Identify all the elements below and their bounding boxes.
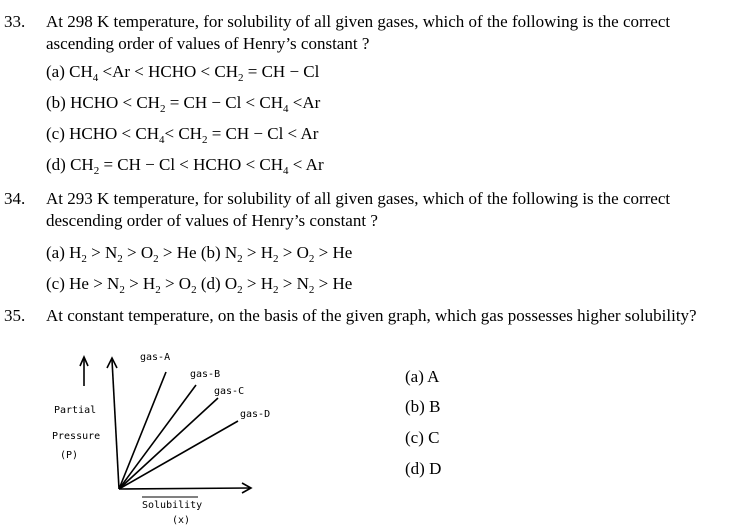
- option-text: > N: [86, 243, 118, 262]
- x-label-line1: Solubility: [142, 500, 203, 511]
- question-number: 35.: [4, 306, 26, 325]
- subscript: 4: [283, 165, 289, 177]
- gas-c-label: gas-C: [214, 386, 245, 397]
- option-text: = CH − Cl < Ar: [207, 124, 319, 143]
- question-text: At 293 K temperature, for solubility of all given gases, which of the following is the correct: [46, 189, 671, 208]
- subscript: 2: [119, 284, 125, 296]
- option-text: (c) HCHO < CH: [46, 124, 159, 143]
- question-text: descending order of values of Henry’s constant ?: [46, 211, 378, 230]
- option-text: (a) H: [46, 243, 82, 262]
- gas-a-label: gas-A: [140, 352, 171, 363]
- subscript: 2: [191, 284, 197, 296]
- subscript: 2: [237, 284, 243, 296]
- subscript: 2: [117, 253, 123, 265]
- option-text: > H: [242, 274, 274, 293]
- subscript: 2: [81, 253, 87, 265]
- option-text: (a) A: [405, 367, 440, 386]
- option-text: > H: [124, 274, 156, 293]
- subscript: 2: [153, 253, 159, 265]
- option-text: (b) HCHO < CH: [46, 93, 160, 112]
- question-number: 33.: [4, 12, 26, 31]
- option-text: > He (b) N: [158, 243, 238, 262]
- question-text: ascending order of values of Henry’s constant ?: [46, 34, 370, 53]
- subscript: 2: [308, 253, 315, 265]
- option-text: > O: [160, 274, 192, 293]
- option-text: > N: [278, 274, 309, 293]
- option-text: > O: [278, 243, 309, 262]
- option-text: = CH − Cl < CH: [165, 93, 284, 112]
- option-text: (d) O: [196, 274, 238, 293]
- option-text: (d) D: [405, 459, 442, 478]
- option-text: < CH: [164, 124, 202, 143]
- subscript: 2: [273, 253, 279, 265]
- subscript: 2: [93, 165, 100, 177]
- option-text: (c) C: [405, 428, 440, 447]
- subscript: 2: [308, 284, 315, 296]
- option-text: < Ar: [288, 155, 324, 174]
- option-text: = CH − Cl: [243, 62, 320, 81]
- option-text: (b) B: [405, 397, 441, 416]
- y-label-line2: Pressure: [52, 431, 101, 442]
- option-text: (a) CH: [46, 62, 93, 81]
- option-text: > O: [122, 243, 154, 262]
- option-text: = CH − Cl < HCHO < CH: [99, 155, 284, 174]
- question-text: At constant temperature, on the basis of the given graph, which gas possesses higher solubility?: [46, 306, 697, 325]
- y-label-line3: (P): [60, 450, 79, 461]
- line-gas-a: [119, 372, 166, 489]
- option-text: <Ar: [288, 93, 321, 112]
- y-axis: [112, 360, 119, 489]
- question-number: 34.: [4, 189, 26, 208]
- line-gas-b: [119, 385, 196, 489]
- option-text: (d) CH: [46, 155, 94, 174]
- option-text: (c) He > N: [46, 274, 120, 293]
- line-gas-c: [119, 398, 218, 489]
- option-text: > He: [314, 274, 353, 293]
- option-text: > H: [242, 243, 274, 262]
- subscript: 2: [273, 284, 279, 296]
- gas-b-label: gas-B: [190, 369, 221, 380]
- question-text: At 298 K temperature, for solubility of all given gases, which of the following is the correct: [46, 12, 671, 31]
- subscript: 2: [155, 284, 161, 296]
- gas-d-label: gas-D: [240, 409, 271, 420]
- option-text: > He: [314, 243, 353, 262]
- subscript: 2: [159, 103, 166, 115]
- x-label-line2: (x): [172, 515, 191, 526]
- subscript: 4: [159, 134, 165, 146]
- subscript: 2: [237, 253, 243, 265]
- subscript: 4: [283, 103, 289, 115]
- y-label-line1: Partial: [54, 405, 97, 416]
- subscript: 2: [237, 72, 244, 84]
- subscript: 2: [201, 134, 208, 146]
- line-gas-d: [119, 421, 238, 489]
- x-axis: [119, 488, 250, 489]
- subscript: 4: [92, 72, 99, 84]
- option-text: <Ar < HCHO < CH: [98, 62, 238, 81]
